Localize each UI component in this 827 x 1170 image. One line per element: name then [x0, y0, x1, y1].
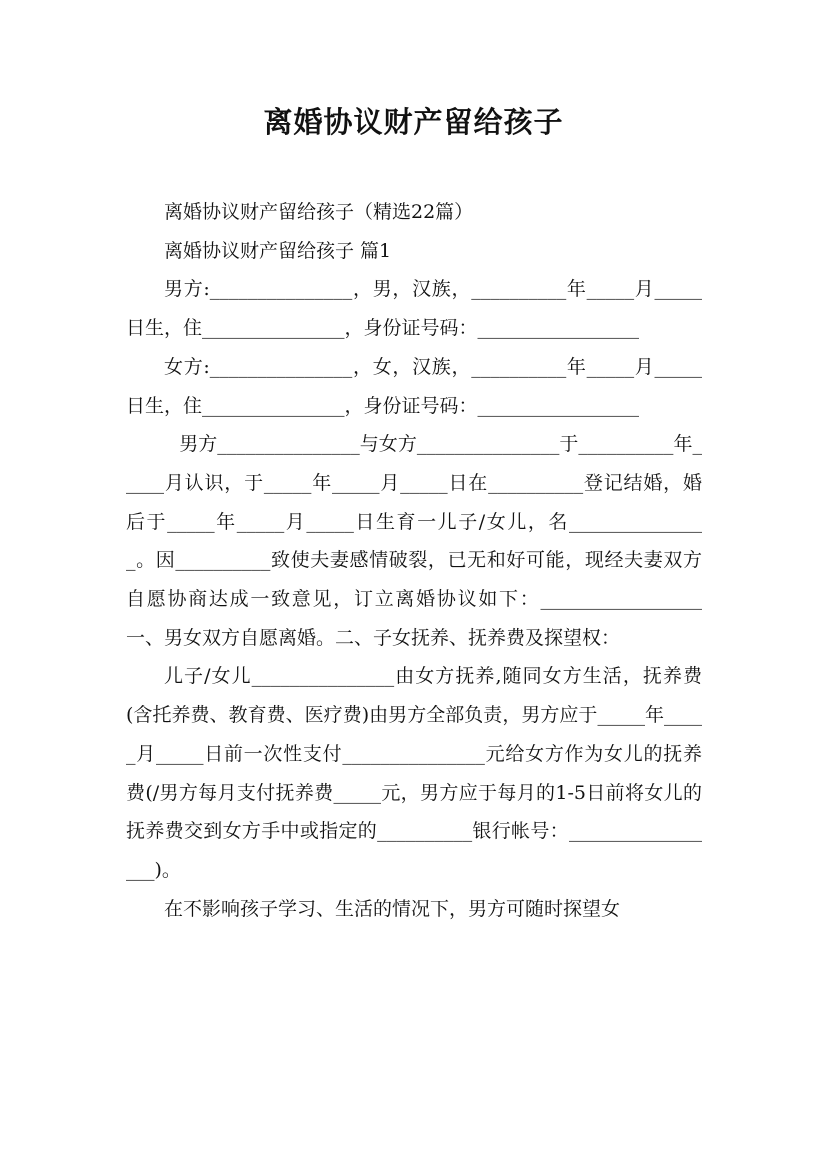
document-title: 离婚协议财产留给孩子 [263, 105, 564, 139]
paragraph-section-heading: 离婚协议财产留给孩子 篇1 [164, 239, 392, 262]
document-body [126, 193, 702, 928]
paragraph-marriage-facts: 男方_______________与女方_______________于__________年_____月认识，于_____年_____月_____日在__________登记结婚，婚后于_____年_____月_____日生育一儿子/女儿，名_______________。因__________致使夫妻感情破裂，已无和好可能，现经夫妻双方自愿协商达成一致意见，订立离婚协议如下：_________________一、男女双方自愿离婚。二、子女抚养、抚养费及探望权： [126, 433, 702, 649]
paragraph-male-party: 男方:_______________，男，汉族，__________年_____月_____日生，住_______________，身份证号码：_________________ [126, 278, 702, 340]
paragraph-visitation: 在不影响孩子学习、生活的情况下，男方可随时探望女 [164, 897, 621, 920]
paragraph-subtitle: 离婚协议财产留给孩子（精选22篇） [164, 201, 474, 223]
paragraph-female-party: 女方:_______________，女，汉族，__________年_____月_____日生，住_______________，身份证号码：_________________ [126, 355, 702, 417]
paragraph-child-support: 儿子/女儿_______________由女方抚养,随同女方生活，抚养费(含托养费、教育费、医疗费)由男方全部负责，男方应于_____年_____月_____日前一次性支付_______________元给女方作为女儿的抚养费(/男方每月支付抚养费_____元，男方应于每月的1-5日前将女儿的抚养费交到女方手中或指定的__________银行帐号：_________________)。 [126, 665, 702, 881]
